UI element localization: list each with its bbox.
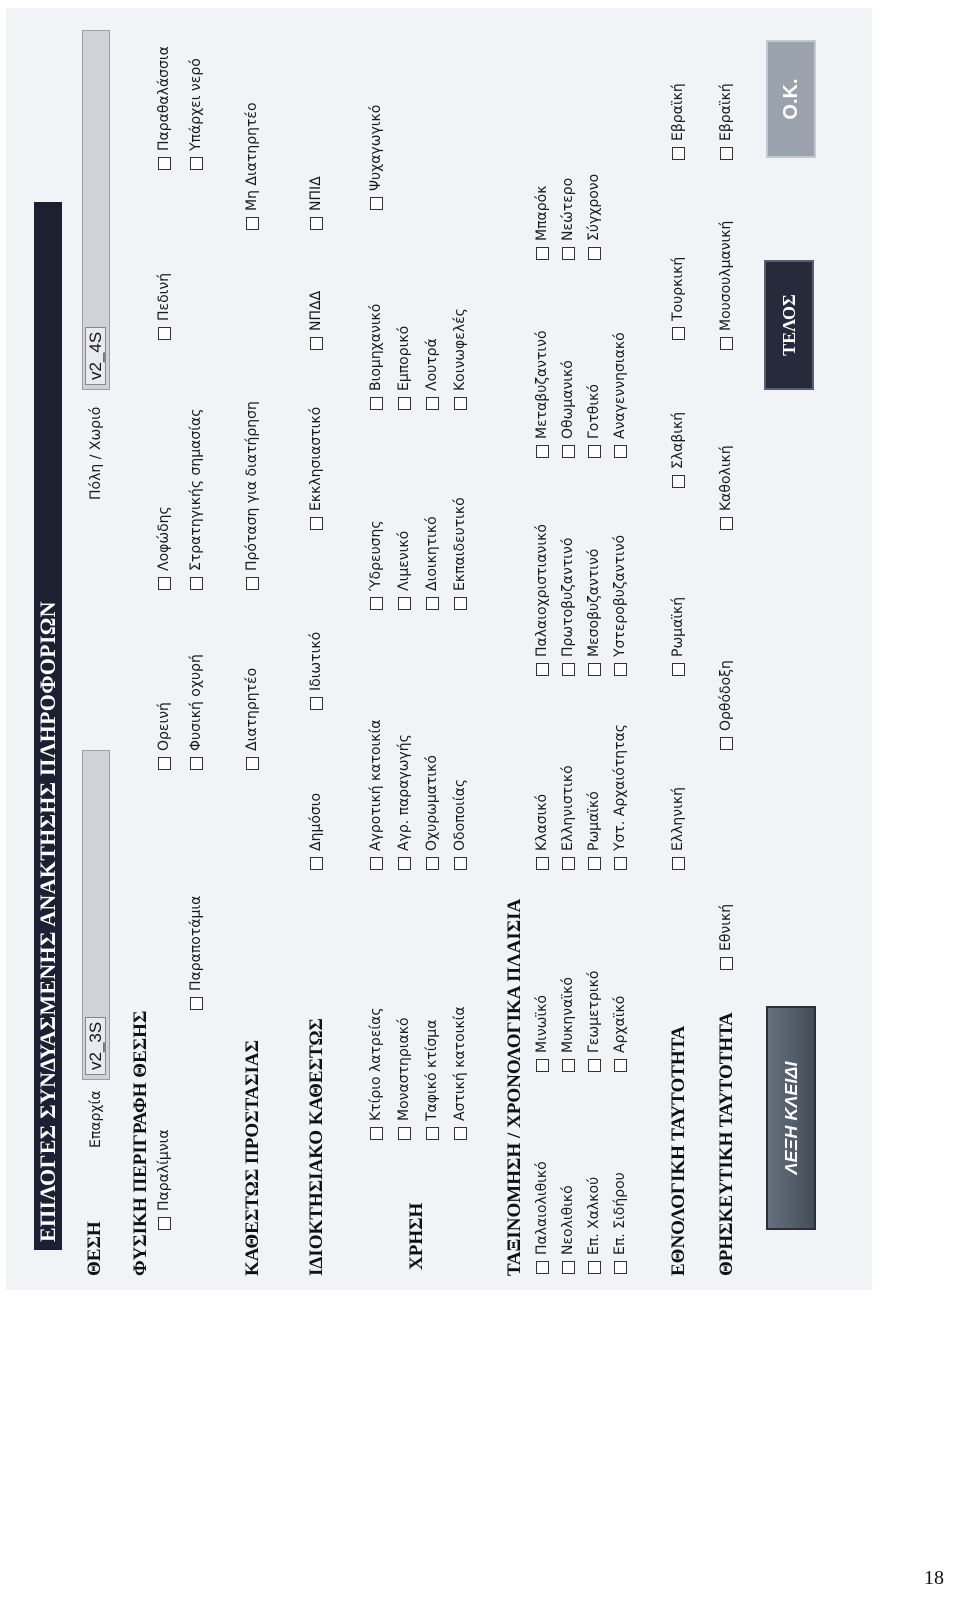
- period-option[interactable]: Επ. Χαλκού: [586, 1177, 602, 1274]
- use-option[interactable]: Αστική κατοικία: [452, 1006, 468, 1140]
- religion-option[interactable]: Εβραϊκή: [718, 83, 734, 160]
- use-option[interactable]: Αγροτική κατοικία: [368, 720, 384, 870]
- checkbox[interactable]: [562, 1261, 575, 1274]
- period-option[interactable]: Παλαιολιθικό: [534, 1161, 550, 1274]
- province-field[interactable]: [82, 750, 110, 1080]
- period-option[interactable]: Μεταβυζαντινό: [534, 330, 550, 458]
- city-label: Πόλη / Χωριό: [88, 406, 104, 500]
- religion-option[interactable]: Καθολική: [718, 445, 734, 530]
- use-option[interactable]: Ψυχαγωγικό: [368, 105, 384, 210]
- checkbox[interactable]: [190, 997, 203, 1010]
- physical-option-coastal[interactable]: Παραθαλάσσια: [156, 46, 172, 170]
- period-option[interactable]: Μεσοβυζαντινό: [586, 549, 602, 676]
- period-option[interactable]: Σύγχρονο: [586, 174, 602, 260]
- ownership-option-church[interactable]: Εκκλησιαστικό: [308, 407, 324, 530]
- use-option[interactable]: Ταφικό κτίσμα: [424, 1020, 440, 1140]
- protection-option-listed[interactable]: Διατηρητέο: [244, 668, 260, 770]
- period-option[interactable]: Μινωϊκό: [534, 995, 550, 1072]
- use-option[interactable]: Ύδρευσης: [368, 520, 384, 610]
- period-option[interactable]: Γοτθικό: [586, 384, 602, 458]
- checkbox[interactable]: [398, 597, 411, 610]
- checkbox[interactable]: [562, 445, 575, 458]
- period-option[interactable]: Υστ. Αρχαιότητας: [612, 724, 628, 870]
- period-option[interactable]: Αρχαϊκό: [612, 996, 628, 1072]
- physical-option-hilly[interactable]: Λοφώδης: [156, 506, 172, 590]
- religion-option[interactable]: Ορθόδοξη: [718, 660, 734, 750]
- retrieval-form: [6, 8, 872, 1290]
- checkbox[interactable]: [370, 1127, 383, 1140]
- city-field[interactable]: [82, 30, 110, 390]
- period-option[interactable]: Ελληνιστικό: [560, 765, 576, 870]
- checkbox[interactable]: [370, 597, 383, 610]
- checkbox[interactable]: [672, 857, 685, 870]
- religious-heading: ΘΡΗΣΚΕΥΤΙΚΗ ΤΑΥΤΟΤΗΤΑ: [716, 1012, 737, 1276]
- period-option[interactable]: Νεολιθικό: [560, 1185, 576, 1274]
- ownership-option-private[interactable]: Ιδιωτικό: [308, 632, 324, 710]
- ethnic-option[interactable]: Ελληνική: [670, 787, 686, 870]
- location-heading: ΘΕΣΗ: [84, 1221, 105, 1276]
- ethnic-option[interactable]: Τουρκική: [670, 257, 686, 340]
- use-option[interactable]: Μοναστηριακό: [396, 1017, 412, 1140]
- period-option[interactable]: Κλασικό: [534, 794, 550, 870]
- ethnic-option[interactable]: Σλαβική: [670, 412, 686, 488]
- checkbox[interactable]: [536, 663, 549, 676]
- religion-option[interactable]: Μουσουλμανική: [718, 221, 734, 350]
- physical-option-plain[interactable]: Πεδινή: [156, 273, 172, 340]
- checkbox[interactable]: [588, 247, 601, 260]
- physical-option-natural-fortified[interactable]: Φυσική οχυρή: [188, 654, 204, 770]
- ownership-option-npdd[interactable]: ΝΠΔΔ: [308, 291, 324, 350]
- protection-option-not-listed[interactable]: Μη Διατηρητέο: [244, 102, 260, 230]
- physical-option-mountainous[interactable]: Ορεινή: [156, 702, 172, 770]
- checkbox[interactable]: [536, 1261, 549, 1274]
- checkbox[interactable]: [672, 327, 685, 340]
- checkbox[interactable]: [562, 1059, 575, 1072]
- use-option[interactable]: Οχυρωματικό: [424, 755, 440, 870]
- period-option[interactable]: Ρωμαϊκό: [586, 791, 602, 870]
- checkbox[interactable]: [672, 663, 685, 676]
- use-option[interactable]: Λουτρά: [424, 338, 440, 410]
- checkbox[interactable]: [426, 1127, 439, 1140]
- checkbox[interactable]: [588, 857, 601, 870]
- ethnic-option[interactable]: Εβραϊκή: [670, 83, 686, 160]
- checkbox[interactable]: [536, 445, 549, 458]
- physical-heading: ΦΥΣΙΚΗ ΠΕΡΙΓΡΑΦΗ ΘΕΣΗΣ: [130, 1010, 151, 1276]
- checkbox[interactable]: [536, 247, 549, 260]
- use-option[interactable]: Κοινωφελές: [452, 308, 468, 410]
- use-option[interactable]: Διοικητικό: [424, 516, 440, 610]
- checkbox[interactable]: [454, 1127, 467, 1140]
- checkbox[interactable]: [310, 337, 323, 350]
- use-option[interactable]: Κτίριο λατρείας: [368, 1007, 384, 1140]
- period-option[interactable]: Πρωτοβυζαντινό: [560, 538, 576, 676]
- use-option[interactable]: Εμπορικό: [396, 326, 412, 410]
- checkbox[interactable]: [158, 327, 171, 340]
- use-option[interactable]: Οδοποιίας: [452, 779, 468, 870]
- checkbox[interactable]: [426, 857, 439, 870]
- checkbox[interactable]: [310, 217, 323, 230]
- period-option[interactable]: Επ. Σιδήρου: [612, 1172, 628, 1274]
- checkbox[interactable]: [190, 157, 203, 170]
- checkbox[interactable]: [614, 1261, 627, 1274]
- chronology-heading: ΤΑΞΙΝΟΜΗΣΗ / ΧΡΟΝΟΛΟΓΙΚΑ ΠΛΑΙΣΙΑ: [504, 898, 525, 1276]
- period-option[interactable]: Οθωμανικό: [560, 360, 576, 458]
- use-option[interactable]: Λιμενικό: [396, 531, 412, 610]
- city-value: v2_4S: [85, 327, 106, 385]
- checkbox[interactable]: [310, 697, 323, 710]
- checkbox[interactable]: [398, 397, 411, 410]
- period-option[interactable]: Μυκηναϊκό: [560, 977, 576, 1072]
- checkbox[interactable]: [720, 147, 733, 160]
- physical-option-strategic[interactable]: Στρατηγικής σημασίας: [188, 409, 204, 590]
- period-option[interactable]: Αναγεννησιακό: [612, 332, 628, 458]
- form-title: ΕΠΙΛΟΓΕΣ ΣΥΝΔΥΑΣΜΕΝΗΣ ΑΝΑΚΤΗΣΗΣ ΠΛΗΡΟΦΟΡΙΩΝ: [34, 202, 62, 1250]
- checkbox[interactable]: [454, 397, 467, 410]
- checkbox[interactable]: [588, 663, 601, 676]
- ownership-option-public[interactable]: Δημόσιο: [308, 793, 324, 870]
- end-button[interactable]: ΤΕΛΟΣ: [764, 260, 814, 390]
- checkbox[interactable]: [370, 397, 383, 410]
- checkbox[interactable]: [720, 957, 733, 970]
- checkbox[interactable]: [190, 757, 203, 770]
- checkbox[interactable]: [370, 857, 383, 870]
- ethnic-heading: ΕΘΝΟΛΟΓΙΚΗ ΤΑΥΤΟΤΗΤΑ: [668, 1025, 689, 1276]
- checkbox[interactable]: [426, 397, 439, 410]
- physical-option-lakeside[interactable]: Παραλίμνια: [156, 1129, 172, 1230]
- checkbox[interactable]: [158, 157, 171, 170]
- period-option[interactable]: Παλαιοχριστιανικό: [534, 524, 550, 676]
- period-option[interactable]: Υστεροβυζαντινό: [612, 535, 628, 676]
- checkbox[interactable]: [588, 1059, 601, 1072]
- checkbox[interactable]: [190, 577, 203, 590]
- physical-option-water[interactable]: Υπάρχει νερό: [188, 58, 204, 170]
- page-number: 18: [924, 1567, 944, 1589]
- period-option[interactable]: Γεωμετρικό: [586, 971, 602, 1072]
- province-label: Επαρχία: [88, 1090, 104, 1148]
- checkbox[interactable]: [720, 337, 733, 350]
- checkbox[interactable]: [588, 1261, 601, 1274]
- checkbox[interactable]: [246, 757, 259, 770]
- checkbox[interactable]: [720, 517, 733, 530]
- physical-option-riverside[interactable]: Παραποτάμια: [188, 896, 204, 1010]
- checkbox[interactable]: [158, 757, 171, 770]
- use-option[interactable]: Βιομηχανικό: [368, 304, 384, 410]
- checkbox[interactable]: [310, 857, 323, 870]
- ownership-option-npid[interactable]: ΝΠΙΔ: [308, 176, 324, 230]
- checkbox[interactable]: [562, 247, 575, 260]
- protection-heading: ΚΑΘΕΣΤΩΣ ΠΡΟΣΤΑΣΙΑΣ: [242, 1039, 263, 1276]
- checkbox[interactable]: [614, 857, 627, 870]
- checkbox[interactable]: [454, 857, 467, 870]
- ethnic-option[interactable]: Ρωμαϊκή: [670, 597, 686, 676]
- checkbox[interactable]: [536, 1059, 549, 1072]
- keyword-button[interactable]: ΛΕΞΗ ΚΛΕΙΔΙ: [766, 1006, 816, 1230]
- checkbox[interactable]: [454, 597, 467, 610]
- checkbox[interactable]: [310, 517, 323, 530]
- use-option[interactable]: Εκπαιδευτικό: [452, 497, 468, 610]
- checkbox[interactable]: [370, 197, 383, 210]
- checkbox[interactable]: [246, 577, 259, 590]
- checkbox[interactable]: [588, 445, 601, 458]
- protection-option-proposed[interactable]: Πρόταση για διατήρηση: [244, 401, 260, 590]
- checkbox[interactable]: [158, 1217, 171, 1230]
- checkbox[interactable]: [426, 597, 439, 610]
- checkbox[interactable]: [672, 475, 685, 488]
- checkbox[interactable]: [562, 857, 575, 870]
- religion-option[interactable]: Εθνική: [718, 904, 734, 970]
- use-heading: ΧΡΗΣΗ: [406, 1202, 427, 1270]
- checkbox[interactable]: [672, 147, 685, 160]
- checkbox[interactable]: [398, 1127, 411, 1140]
- checkbox[interactable]: [158, 577, 171, 590]
- period-option[interactable]: Νεώτερο: [560, 178, 576, 260]
- period-option[interactable]: Μπαρόκ: [534, 186, 550, 260]
- checkbox[interactable]: [614, 445, 627, 458]
- checkbox[interactable]: [614, 663, 627, 676]
- province-value: v2_3S: [85, 1017, 106, 1075]
- ok-button[interactable]: O.K.: [766, 40, 816, 158]
- checkbox[interactable]: [614, 1059, 627, 1072]
- checkbox[interactable]: [720, 737, 733, 750]
- ownership-heading: ΙΔΙΟΚΤΗΣΙΑΚΟ ΚΑΘΕΣΤΩΣ: [306, 1018, 327, 1276]
- scanned-form-panel: [6, 8, 872, 1290]
- use-option[interactable]: Αγρ. παραγωγής: [396, 734, 412, 870]
- checkbox[interactable]: [398, 857, 411, 870]
- checkbox[interactable]: [246, 217, 259, 230]
- checkbox[interactable]: [562, 663, 575, 676]
- checkbox[interactable]: [536, 857, 549, 870]
